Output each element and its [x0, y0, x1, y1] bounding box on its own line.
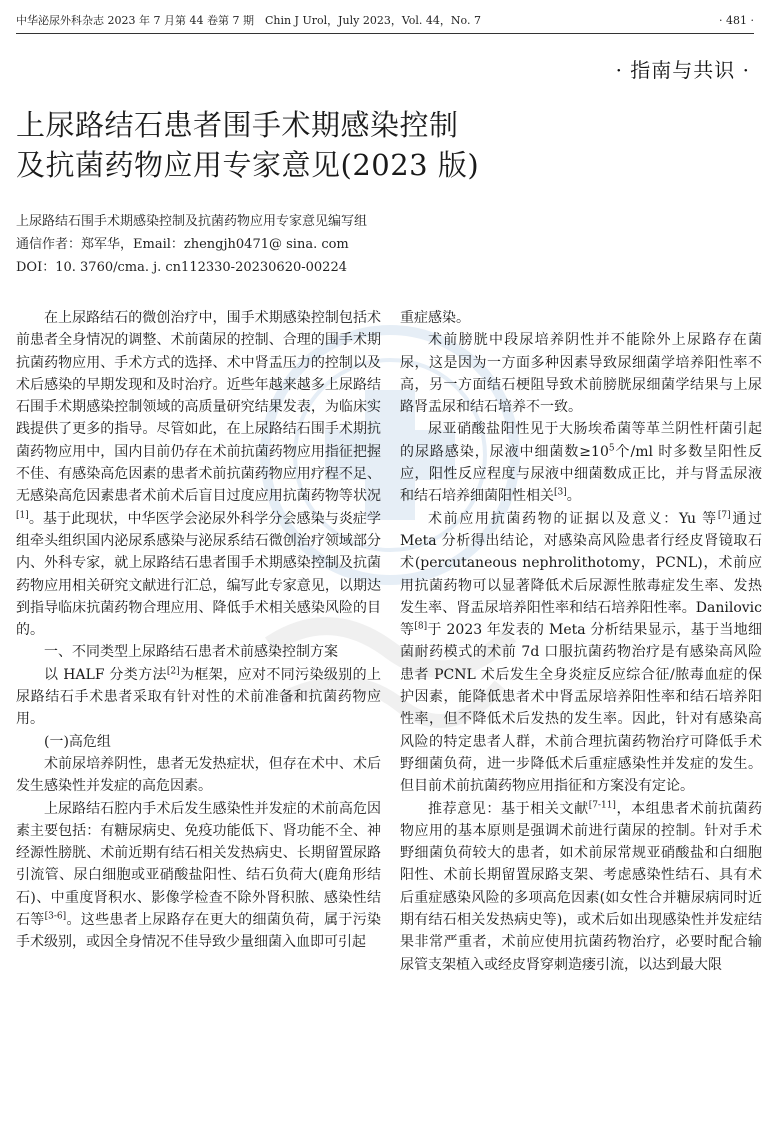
- title-line-2: 及抗菌药物应用专家意见(2023 版): [16, 148, 480, 182]
- evidence-paragraph: 术前应用抗菌药物的证据以及意义：Yu 等[7]通过 Meta 分析得出结论，对感染高风险患者行经皮肾镜取石术(percutaneous nephrolithotomy，PCNL)，术前应用抗菌药物可以显著降低术后尿源性脓毒症发生率、发热发生率、肾盂尿培养阳性率和结石培养阳性率。Danilovic 等[8]于 2023 年发表的 Meta 分析结果显示，基于当地细菌耐药模式的术前 7d 口服抗菌药物治疗是有感染高风险患者 PCNL 术后发生全身炎症反应综合征/脓毒血症的保护因素，能降低患者术中肾盂尿培养阳性率和结石培养阳性率，但不降低术后发热的发生率。因此，针对有感染高风险的特定患者人群，术前合理抗菌药物治疗可降低手术野细菌负荷，进一步降低术后重症感染性并发症的发生。但目前术前抗菌药物应用指征和方案没有定论。: [400, 510, 762, 795]
- journal-citation: 中华泌尿外科杂志 2023 年 7 月第 44 卷第 7 期 Chin J Urol，July 2023，Vol. 44，No. 7: [16, 14, 481, 27]
- correspondence: 通信作者：郑军华，Email：zhengjh0471@ sina. com: [16, 237, 349, 252]
- bladder-culture-paragraph: 术前膀胱中段尿培养阴性并不能除外上尿路存在菌尿，这是因为一方面多种因素导致尿细菌学培养阳性率不高，另一方面结石梗阻导致术前膀胱尿细菌学结果与上尿路肾盂尿和结石培养不一致。: [400, 332, 762, 416]
- half-paragraph: 以 HALF 分类方法[2]为框架，应对不同污染级别的上尿路结石手术患者采取有针对性的术前准备和抗菌药物应用。: [16, 666, 381, 728]
- citation: [7]: [717, 510, 731, 521]
- citation: [3]: [554, 487, 567, 498]
- recommendation-paragraph: 推荐意见：基于相关文献[7-11]，本组患者术前抗菌药物应用的基本原则是强调术前进行菌尿的控制。针对手术野细菌负荷较大的患者，如术前尿常规亚硝酸盐和白细胞阳性、术前长期留置尿路支架、考虑感染性结石、具有术后重症感染风险的多项高危因素(如女性合并糖尿病同时近期有结石相关发热病史等)，或术后如出现感染性并发症结果非常严重者，术前应使用抗菌药物治疗，必要时配合输尿管支架植入或经皮肾穿刺造瘘引流，以达到最大限: [400, 799, 763, 973]
- column-tag: · 指南与共识 ·: [615, 58, 750, 82]
- subsection-heading: (一)高危组: [44, 733, 111, 750]
- nitrite-paragraph: 尿亚硝酸盐阳性见于大肠埃希菌等革兰阴性杆菌引起的尿路感染，尿液中细菌数$\ge 10^5$个/ml 时多数呈阳性反应，阳性反应程度与尿液中细菌数成正比，并与肾盂尿液和结石培养细菌阳性相关[3]。: [400, 421, 762, 505]
- intro-paragraph: 在上尿路结石的微创治疗中，围手术期感染控制包括术前患者全身情况的调整、术前菌尿的控制、合理的围手术期抗菌药物应用、手术方式的选择、术中肾盂压力的控制以及术后感染的早期发现和及时治疗。近些年越来越多上尿路结石围手术期感染控制领域的高质量研究结果发表，为临床实践提供了更多的指导。尽管如此，在上尿路结石围手术期抗菌药物应用中，国内目前仍存在术前抗菌药物应用指征把握不佳、有感染高危因素的患者术前抗菌药物应用疗程不足、无感染高危因素患者术前术后盲目过度应用抗菌药物等状况[1]。基于此现状，中华医学会泌尿外科学分会感染与炎症学组牵头组织国内泌尿系感染与泌尿系结石微创治疗领域部分内、外科专家，就上尿路结石患者围手术期感染控制及抗菌药物应用相关研究文献进行汇总，编写此专家意见，以期达到指导临床抗菌药物合理应用、降低手术相关感染风险的目的。: [16, 310, 381, 639]
- article-title: [16, 105, 636, 185]
- page-number: · 481 ·: [719, 14, 754, 27]
- citation: [1]: [16, 510, 29, 521]
- citation: [3-6]: [44, 911, 67, 922]
- citation: [8]: [414, 621, 428, 632]
- title-line-1: 上尿路结石患者围手术期感染控制: [16, 108, 459, 142]
- doi: DOI：10. 3760/cma. j. cn112330-20230620-00224: [16, 260, 347, 275]
- left-column: [16, 307, 381, 954]
- highrisk-definition: 术前尿培养阴性，患者无发热症状，但存在术中、术后发生感染性并发症的高危因素。: [16, 755, 381, 795]
- section-heading: 一、不同类型上尿路结石患者术前感染控制方案: [44, 644, 338, 661]
- right-column: [400, 307, 762, 976]
- citation: [7-11]: [588, 799, 616, 810]
- citation: [2]: [166, 666, 180, 677]
- highrisk-factors-paragraph: 上尿路结石腔内手术后发生感染性并发症的术前高危因素主要包括：有糖尿病史、免疫功能低下、肾功能不全、神经源性膀胱、术前近期有结石相关发热病史、长期留置尿路引流管、尿白细胞或亚硝酸盐阳性、结石负荷大(鹿角形结石)、中重度肾积水、影像学检查不除外肾积脓、感染性结石等[3-6]。这些患者上尿路存在更大的细菌负荷，属于污染手术级别，或因全身情况不佳导致少量细菌入血即可引起: [16, 800, 381, 951]
- author-group: 上尿路结石围手术期感染控制及抗菌药物应用专家意见编写组: [16, 214, 368, 229]
- continued-text: 重症感染。: [400, 310, 470, 326]
- article-meta: [16, 210, 716, 279]
- running-header: [16, 13, 754, 34]
